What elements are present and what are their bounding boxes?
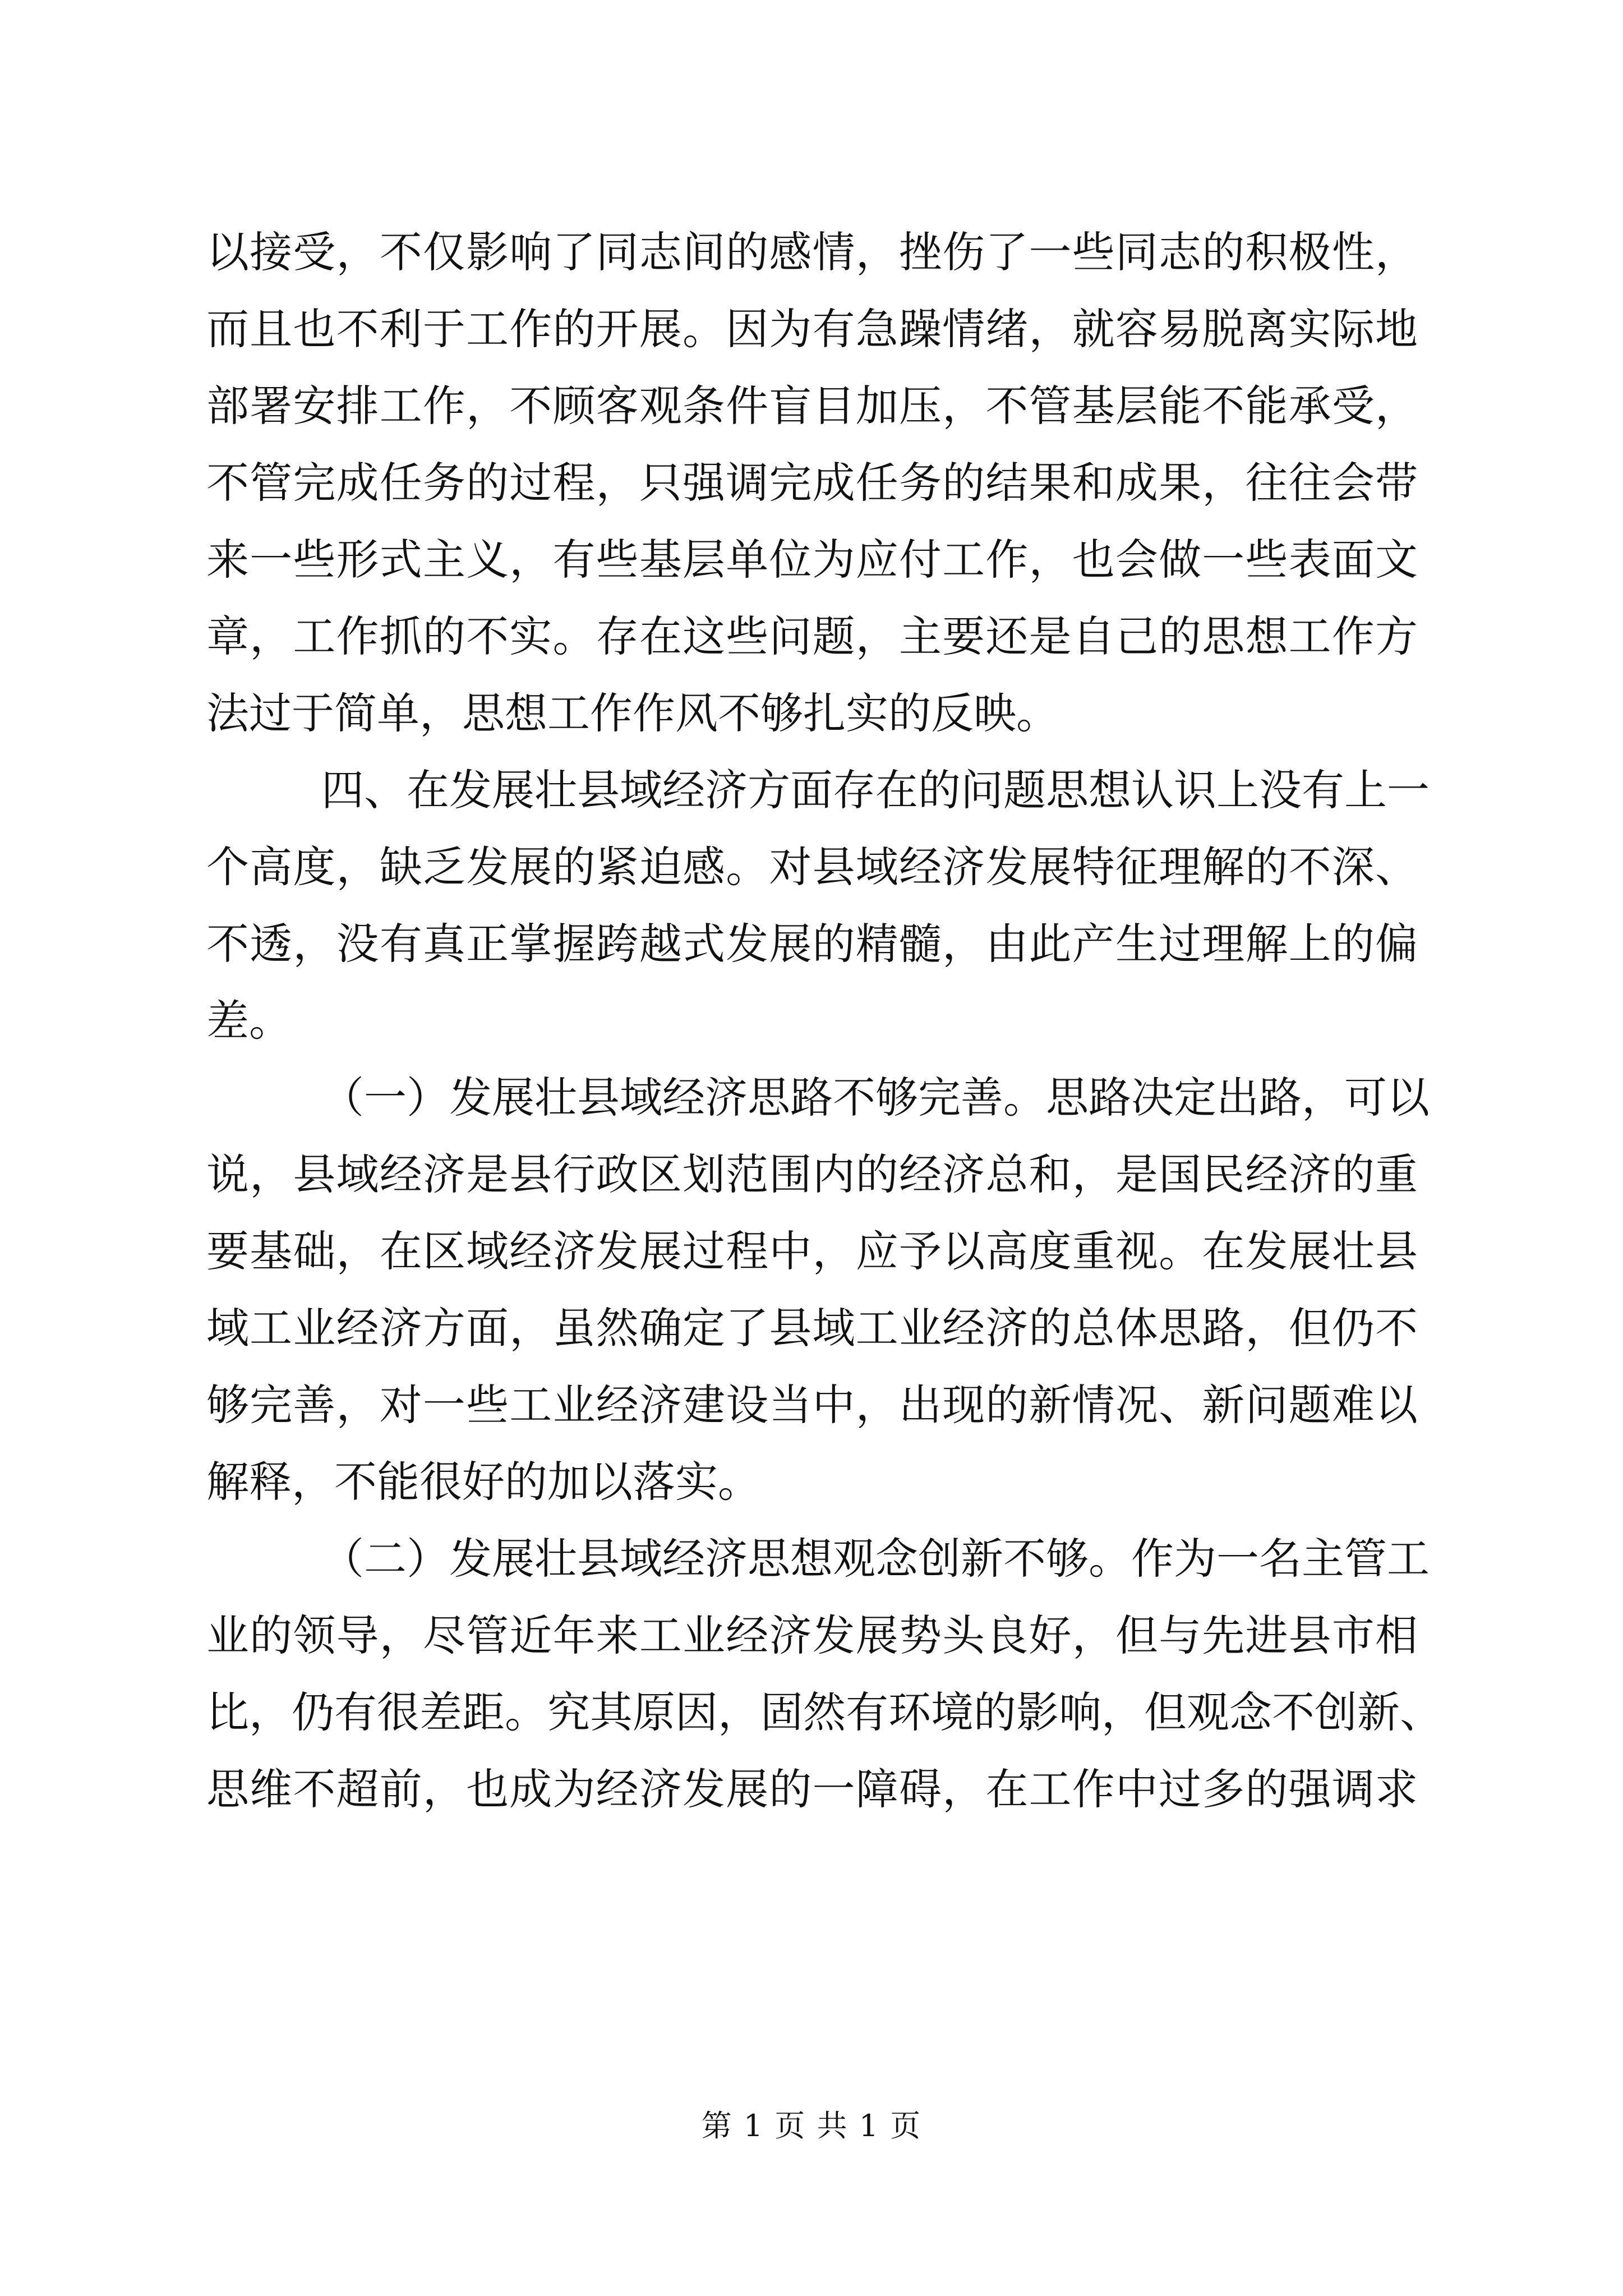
text-line: 比，仍有很差距。究其原因，固然有环境的影响，但观念不创新、	[206, 1687, 1442, 1737]
text-line: 解释，不能很好的加以落实。	[206, 1457, 760, 1507]
subsection-heading-line: （一）发展壮县域经济思路不够完善。思路决定出路，可以	[321, 1073, 1430, 1122]
text-line: 不透，没有真正掌握跨越式发展的精髓，由此产生过理解上的偏	[206, 919, 1418, 969]
text-line: 够完善，对一些工业经济建设当中，出现的新情况、新问题难以	[206, 1380, 1418, 1430]
text-line: 域工业经济方面，虽然确定了县域工业经济的总体思路，但仍不	[206, 1303, 1418, 1353]
text-line: 要基础，在区域经济发展过程中，应予以高度重视。在发展壮县	[206, 1226, 1418, 1276]
text-line: 以接受，不仅影响了同志间的感情，挫伤了一些同志的积极性，	[206, 227, 1418, 277]
text-line: 差。	[206, 996, 292, 1046]
page-footer: 第 1 页 共 1 页	[701, 2108, 922, 2143]
text-line: 思维不超前，也成为经济发展的一障碍，在工作中过多的强调求	[206, 1764, 1418, 1814]
text-line: 来一些形式主义，有些基层单位为应付工作，也会做一些表面文	[206, 535, 1418, 585]
section-heading-line: 四、在发展壮县域经济方面存在的问题思想认识上没有上一	[321, 765, 1430, 815]
text-line: 业的领导，尽管近年来工业经济发展势头良好，但与先进县市相	[206, 1611, 1418, 1660]
text-line: 法过于简单，思想工作作风不够扎实的反映。	[206, 688, 1059, 738]
text-line: 而且也不利于工作的开展。因为有急躁情绪，就容易脱离实际地	[206, 304, 1418, 354]
text-line: 部署安排工作，不顾客观条件盲目加压，不管基层能不能承受，	[206, 381, 1418, 431]
text-line: 章，工作抓的不实。存在这些问题，主要还是自己的思想工作方	[206, 611, 1418, 661]
text-line: 不管完成任务的过程，只强调完成任务的结果和成果，往往会带	[206, 458, 1418, 508]
subsection-heading-line: （二）发展壮县域经济思想观念创新不够。作为一名主管工	[321, 1534, 1430, 1584]
text-line: 个高度，缺乏发展的紧迫感。对县域经济发展特征理解的不深、	[206, 842, 1418, 892]
text-line: 说，县域经济是县行政区划范围内的经济总和，是国民经济的重	[206, 1149, 1418, 1199]
